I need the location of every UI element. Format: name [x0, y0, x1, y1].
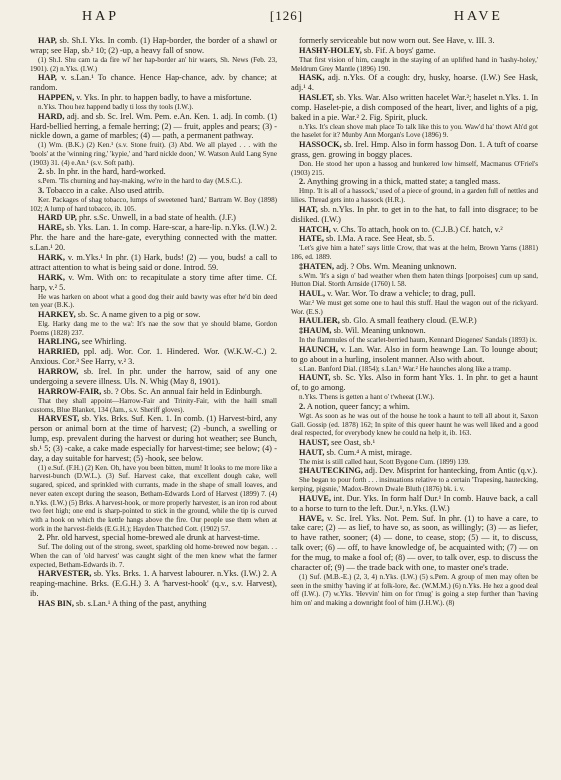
entry-headword: HATCH, [299, 224, 331, 234]
entry-headword: HAT, [299, 204, 318, 214]
entry-quotation: n.Yks. It's clean shove mah place To talk like this to you. Waw'd ha' thowt Ah'd got the haselet for it? Munby Ann Morgan's Love (1896) 9. [291, 122, 538, 140]
entry-headword: ‡HATEN, [299, 261, 335, 271]
entry-quotation: The mist is still called haut, Scott Bygone Cum. (1899) 139. [299, 457, 470, 466]
entry-headword: 3. [38, 186, 45, 196]
entry-headword: HAUST, [299, 437, 330, 447]
entry-headword: HAPPEN, [38, 93, 75, 103]
right-column [291, 36, 538, 780]
entry-headword: HASHY-HOLEY, [299, 45, 362, 55]
entry-text: sb. Sc. Yks. Also in form hant Yks. 1. In phr. to get a haunt of, to go among. [291, 373, 538, 393]
entry-text: v. Yks. In phr. to happen badly, to have a misfortune. [74, 93, 252, 103]
entry-headword: HASK, [299, 73, 325, 83]
header-left-guide-word: HAP [82, 9, 120, 24]
entry-headword: HAVE, [299, 513, 324, 523]
entry-headword: HARE, [38, 223, 65, 233]
entry-quotation: n.Yks. T'hens is getten a hant o' t'wheeat (I.W.). [299, 393, 435, 402]
entry-text: sb. Sc. A name given to a pig or sow. [75, 310, 201, 320]
entry-text: sb. Yks. Brks. Suf. Ken. 1. In comb. (1) Harvest-bird, any person or animal born at the time of harvest; (2) -bunch, a swelling or lump, esp. prevalent during the harvest or during hot weather; see Bunch, sb.¹ 5; (3) -cake, a cake made especially for harvest-time; see below; (4) -day, a day suitable for harvest; (5) -hook, see below. [30, 414, 277, 463]
entry-quotation: (1) Sh.I. Shu cam ta da fire wi' her hap-border an' hir waers, Sh. News (Feb. 23, 1901). (2) n.Yks. (I.W.) [30, 55, 277, 73]
entry-quotation: She began to pour forth . . . insinuations relative to a certain 'Trapesing, hautecking, kerping, pigsnie,' Madox-Brown Dwale Bluth (1876) bk. i. v. [291, 476, 538, 494]
entry-quotation: (1) e.Suf. (F.H.) (2) Ken. Oh, have you been bitten, mum! It looks to me more like a harvest-bunch (D.W.L.). (3) Suf. Harvest cake, that excellent dough cake, well sugared, spiced, and sprinkled with currants, made in the shape of small loaves, and never eaten except during the season, Betham-Edwards Lord of Harvest (1899) 7. (4) n.Yks. (I.W.) (5) Brks. A harvest-hook, or more properly harvester, is an iron rod about two feet high; one end is sharp-pointed to stick in the ground, while the tip is curved with a hook on which the kettle hangs above the fire. Our people use them when at work in the harvest-fields (E.G.H.); Hayden Thatched Cott. (1902) 57. [30, 463, 277, 533]
dictionary-entry [30, 253, 277, 273]
entry-quotation: (1) Wm. (B.K.) (2) Ken.¹ (s.v. Stone fruit). (3) Abd. We all played . . . with the 'bools' at the 'winning ring,' 'kypie,' and 'hard nickle doon,' W. Watson Auld Lang Syne (1903) 31. (4) e.An.¹ (s.v. Soft path). [30, 141, 277, 167]
dictionary-entry [30, 569, 277, 599]
entry-headword: HARD UP, [38, 213, 77, 223]
dictionary-entry [291, 262, 538, 272]
entry-text: Anything growing in a thick, matted state; a tangled mass. [305, 177, 501, 187]
dictionary-entry [291, 494, 538, 514]
entry-quotation: Hmp. 'It is all of a hassock,' used of a piece of ground, in a garden full of nettles and lilies. Thread gets into a hassock (H.R.). [291, 187, 538, 204]
dictionary-entry [291, 93, 538, 123]
dictionary-entry [291, 514, 538, 573]
entry-text: sb. n.Yks. In phr. to get in to the hat, to fall into disgrace; to be disliked. (I.W.) [291, 204, 538, 224]
entry-text: sb. Yks. War. Also written hacelet War.²; haselet n.Yks. 1. In comp. Haselet-pie, a dish composed of the heart, liver, and lights of a pig, baked in a pie. War.² 2. Fig. Spirit, pluck. [291, 93, 538, 122]
entry-quotation: In the flammules of the scarlet-berried haum, Kennard Diogenes' Sandals (1893) ix. [299, 336, 537, 345]
entry-text: v. s.Lan.¹ To chance. Hence Hap-chance, adv. by chance; at random. [30, 73, 277, 93]
entry-text: sb. Yks. Brks. 1. A harvest labourer. n.Yks. (I.W.) 2. A reaping-machine. Brks. (E.G.H.) 3. A 'harvest-hook' (q.v., s.v. Harvest), ib. [30, 569, 277, 599]
dictionary-entry [291, 36, 538, 46]
entry-text: sb. I.Ma. A race. See Heat, sb. 5. [323, 234, 435, 244]
dictionary-entry [30, 213, 277, 223]
entry-quotation: Don. He stood her upon a hassog and hunkered low himself, Macmanus O'Friel's (1903) 215. [291, 159, 538, 177]
entry-headword: HAUL, [299, 289, 326, 299]
entry-text: sb. Cum.⁴ A mist, mirage. [324, 447, 412, 457]
entry-headword: HAULIER, [299, 316, 340, 326]
dictionary-entry [30, 112, 277, 142]
entry-headword: HARROW, [38, 367, 79, 377]
dictionary-entry [30, 73, 277, 93]
dictionary-entry [30, 337, 277, 347]
entry-quotation: Suf. The doling out of the strong, sweet, sparkling old home-brewed now began. . . When the can of 'old harvest' was caught sight of the men knew what the farmer expected, Betham-Edwards ib. 7. [30, 543, 277, 569]
dictionary-entry [291, 289, 538, 299]
entry-text: ppl. adj. Wor. Cor. 1. Hindered. Wor. (W.K.W.-C.) 2. Anxious. Cor.³ See Harry, v.² 3. [30, 347, 277, 367]
dictionary-entry [291, 205, 538, 225]
entry-quotation: s.Wm. 'It's a sign o' bad weather when them haten things [porpoises] cum up sand, Hutton Dial. Storth Arnside (1760) l. 58. [291, 271, 538, 289]
header-right-guide-word: HAVE [453, 9, 503, 24]
entry-quotation: Ker. Packages of shag tobacco, lumps of sweetened 'hard,' Bartram W. Boy (1898) 102; A lump of hard tobacco, ib. 105. [30, 195, 277, 213]
entry-quotation: He was harken on aboot what a good dog their auld bawty was efter he'd bin deed ten year (B.K.). [30, 292, 277, 310]
dictionary-entry [291, 177, 538, 187]
entry-headword: HARK, [38, 253, 65, 263]
dictionary-entry [291, 448, 538, 458]
entry-quotation: War.² We must get some one to haul this stuff. Haul the wagon out of the rickyard. Wor. (E.S.) [291, 298, 538, 316]
entry-headword: 2. [299, 401, 306, 411]
entry-text: see Whirling. [79, 337, 127, 347]
entry-text: v. Chs. To attach, hook on to. (C.J.B.) Cf. hatch, v.² [330, 224, 503, 234]
dictionary-entry [291, 438, 538, 448]
entry-text: sb. Irel. Hmp. Also in form hassog Don. 1. A tuft of coarse grass, gen. growing in boggy places. [291, 140, 538, 160]
entry-quotation: That they shall appoint—Harrow-Fair and Trinity-Fair, with the haill small customs, Blue Blanket, 134 (Jam., s.v. Sheriff gloves). [30, 396, 277, 414]
dictionary-entry [30, 367, 277, 387]
entry-headword: HARVESTER, [38, 569, 92, 579]
dictionary-entry [291, 73, 538, 93]
dictionary-entry [30, 347, 277, 367]
entry-text: formerly serviceable but now worn out. See Have, v. III. 3. [299, 36, 495, 45]
entry-headword: 2. [38, 533, 45, 543]
entry-text: phr. s.Sc. Unwell, in a bad state of health. (J.F.) [76, 213, 236, 223]
entry-quotation: n.Yks. Thou hez happend badly ti loss thy tools (I.W.). [38, 102, 194, 111]
entry-headword: HARRIED, [38, 347, 80, 357]
entry-headword: HARD, [38, 111, 65, 121]
entry-text: adj. ? Obs. Wm. Meaning unknown. [334, 261, 457, 271]
entry-headword: HATE, [299, 234, 324, 244]
entry-quotation: Wgt. As soon as he was out of the house he took a haunt to tell all about it, Saxon Gall. Gossip (ed. 1878) 162; In spite of this queer haunt he was well liked and a good deal respected, for everybody knew he could na help it, ib. 163. [291, 411, 538, 438]
dictionary-entry [291, 46, 538, 56]
entry-text: sb. Wil. Meaning unknown. [331, 326, 426, 336]
entry-quotation: (1) Suf. (M.B.-E.) (2, 3, 4) n.Yks. (I.W.) (5) s.Pem. A group of men may often be seen in the smithy 'having it' at folk-lore, &c. (W.M.M.) (6) n.Yks. He hez a good deal off (I.W.). (7) w.Yks. 'Hevvin' him on for t'mug' is going a step further than 'having him on' and making a downright fool of him (J.H.W.). (8) [291, 572, 538, 608]
entry-quotation: 'Let's give him a hate!' says little Crow, that was at the helm, Brown Yarns (1881) 186, ed. 1889. [291, 244, 538, 262]
entry-text: v. m.Yks.¹ In phr. (1) Hark, buds! (2) — you, buds! a call to attract attention to what is being said or done. Introd. 59. [30, 253, 277, 272]
left-column [30, 36, 277, 780]
entry-text: v. War. Wor. To draw a vehicle; to drag, pull. [325, 289, 476, 299]
dictionary-entry [291, 466, 538, 476]
entry-headword: HARVEST, [38, 414, 80, 424]
dictionary-entry [291, 402, 538, 412]
entry-text: v. Sc. Irel. Yks. Not. Pem. Suf. In phr. (1) to have a care, to take care; (2) — as lief, to have so, as soon, as willingly; (3) — as liefer, to have rather, sooner; (4) — done, to cease, stop; (5) — it, to discuss, talk over; (6) — off, to have knowledge of, be acquainted with; (7) — on for the mug, to make a fool of; (8) — over, to talk over, esp. to discuss the character of; (9) — the trade back with one, to master one's trade. [291, 513, 538, 573]
entry-text: sb. Fif. A boys' game. [361, 45, 436, 55]
entry-headword: HARKEY, [38, 310, 76, 320]
dictionary-entry [30, 599, 277, 609]
entry-quotation: Elg. Harky dang me to the wa': It's nae the sow that ye should blame, Gordon Poems (1828) 237. [30, 319, 277, 337]
dictionary-entry [291, 326, 538, 336]
dictionary-entry [291, 345, 538, 365]
dictionary-entry [30, 414, 277, 464]
entry-headword: 2. [38, 167, 45, 177]
entry-headword: HAUVE, [299, 493, 332, 503]
dictionary-entry [30, 533, 277, 543]
entry-text: int. Dur. Yks. In form half Dur.¹ In comb. Hauve back, a call to a horse to turn to the left. Dur.¹, n.Yks. (I.W.) [291, 493, 538, 513]
entry-text: sb. Irel. In phr. under the harrow, said of any one undergoing a severe illness. Uls. N. Whig (May 8, 1901). [30, 367, 277, 386]
dictionary-entry [30, 93, 277, 103]
dictionary-entry [30, 36, 277, 56]
entry-headword: HAP, [38, 36, 57, 45]
dictionary-entry [30, 186, 277, 196]
entry-text: sb. Yks. Lan. 1. In comp. Hare-scar, a hare-lip. n.Yks. (I.W.) 2. Phr. the hare and the hare-gate, everything connected with the matter. s.Lan.¹ 20. [30, 223, 277, 253]
entry-text: adj. n.Yks. Of a cough: dry, husky, hoarse. (I.W.) See Hask, adj.¹ 4. [291, 73, 538, 93]
entry-text: A notion, queer fancy; a whim. [305, 401, 410, 411]
entry-text: sb. ? Obs. Sc. An annual fair held in Edinburgh. [101, 386, 263, 396]
entry-text: sb. Glo. A small feathery cloud. (E.W.P.) [339, 316, 477, 326]
entry-text: v. Lan. War. Also in form heawnge Lan. To lounge about; to go about in a hurling, insolent manner. Also with about. [291, 344, 538, 364]
entry-headword: HARLING, [38, 337, 80, 347]
dictionary-entry [291, 225, 538, 235]
dictionary-entry [30, 310, 277, 320]
entry-headword: 2. [299, 177, 306, 187]
entry-headword: ‡HAUM, [299, 326, 332, 336]
running-header [30, 8, 539, 32]
entry-quotation: s.Pem. 'Tis churning and hay-making, we're in the hard to day (M.S.C.). [38, 177, 243, 186]
entry-text: adj. Dev. Misprint for hantecking, from Antic (q.v.). [362, 466, 538, 476]
entry-headword: HAS BIN, [38, 599, 74, 609]
dictionary-entry [30, 167, 277, 177]
entry-text: sb. In phr. in the hard, hard-worked. [44, 167, 166, 177]
entry-headword: HAUT, [299, 447, 325, 457]
entry-text: sb. s.Lan.¹ A thing of the past, anything [73, 599, 207, 609]
entry-text: sb. Sh.I. Yks. In comb. (1) Hap-border, the border of a shawl or wrap; see Hap, sb.² 10; (2) -up, a heavy fall of snow. [30, 36, 277, 55]
entry-text: Tobacco in a cake. Also used attrib. [44, 186, 164, 196]
dictionary-entry [291, 316, 538, 326]
entry-headword: HASLET, [299, 93, 335, 103]
entry-headword: ‡HAUTECKING, [299, 466, 363, 476]
dictionary-entry [291, 140, 538, 160]
entry-headword: HASSOCK, [299, 140, 342, 150]
dictionary-entry [291, 373, 538, 393]
entry-text: adj. and sb. Sc. Irel. Wm. Pem. e.An. Ken. 1. adj. In comb. (1) Hard-bellied herring, a female herring; (2) — fruit, apples and pears; (3) -nickle down, a game of marbles; (4) — path, a permanent pathway. [30, 111, 277, 141]
entry-headword: HARROW-FAIR, [38, 386, 102, 396]
entry-headword: HAUNCH, [299, 344, 338, 354]
entry-text: see Oast, sb.¹ [329, 437, 376, 447]
entry-headword: HAP, [38, 73, 57, 83]
dictionary-entry [291, 234, 538, 244]
entry-text: v. Wm. With on: to recapitulate a story time after time. Cf. harp, v.² 5. [30, 272, 277, 292]
entry-quotation: That first vision of him, caught in the staying of an uplifted hand in 'hashy-holey,' Meldrum Grey Mantle (1896) 190. [291, 55, 538, 73]
dictionary-entry [30, 223, 277, 253]
entry-quotation: s.Lan. Banford Dial. (1854); s.Lan.¹ War.² He haunches along like a tramp. [299, 364, 511, 373]
entry-text: Phr. old harvest, special home-brewed ale drunk at harvest-time. [44, 533, 260, 543]
entry-headword: HAUNT, [299, 373, 331, 383]
page-number: [126] [269, 8, 304, 23]
entry-headword: HARK, [38, 272, 65, 282]
dictionary-entry [30, 273, 277, 293]
dictionary-entry [30, 387, 277, 397]
